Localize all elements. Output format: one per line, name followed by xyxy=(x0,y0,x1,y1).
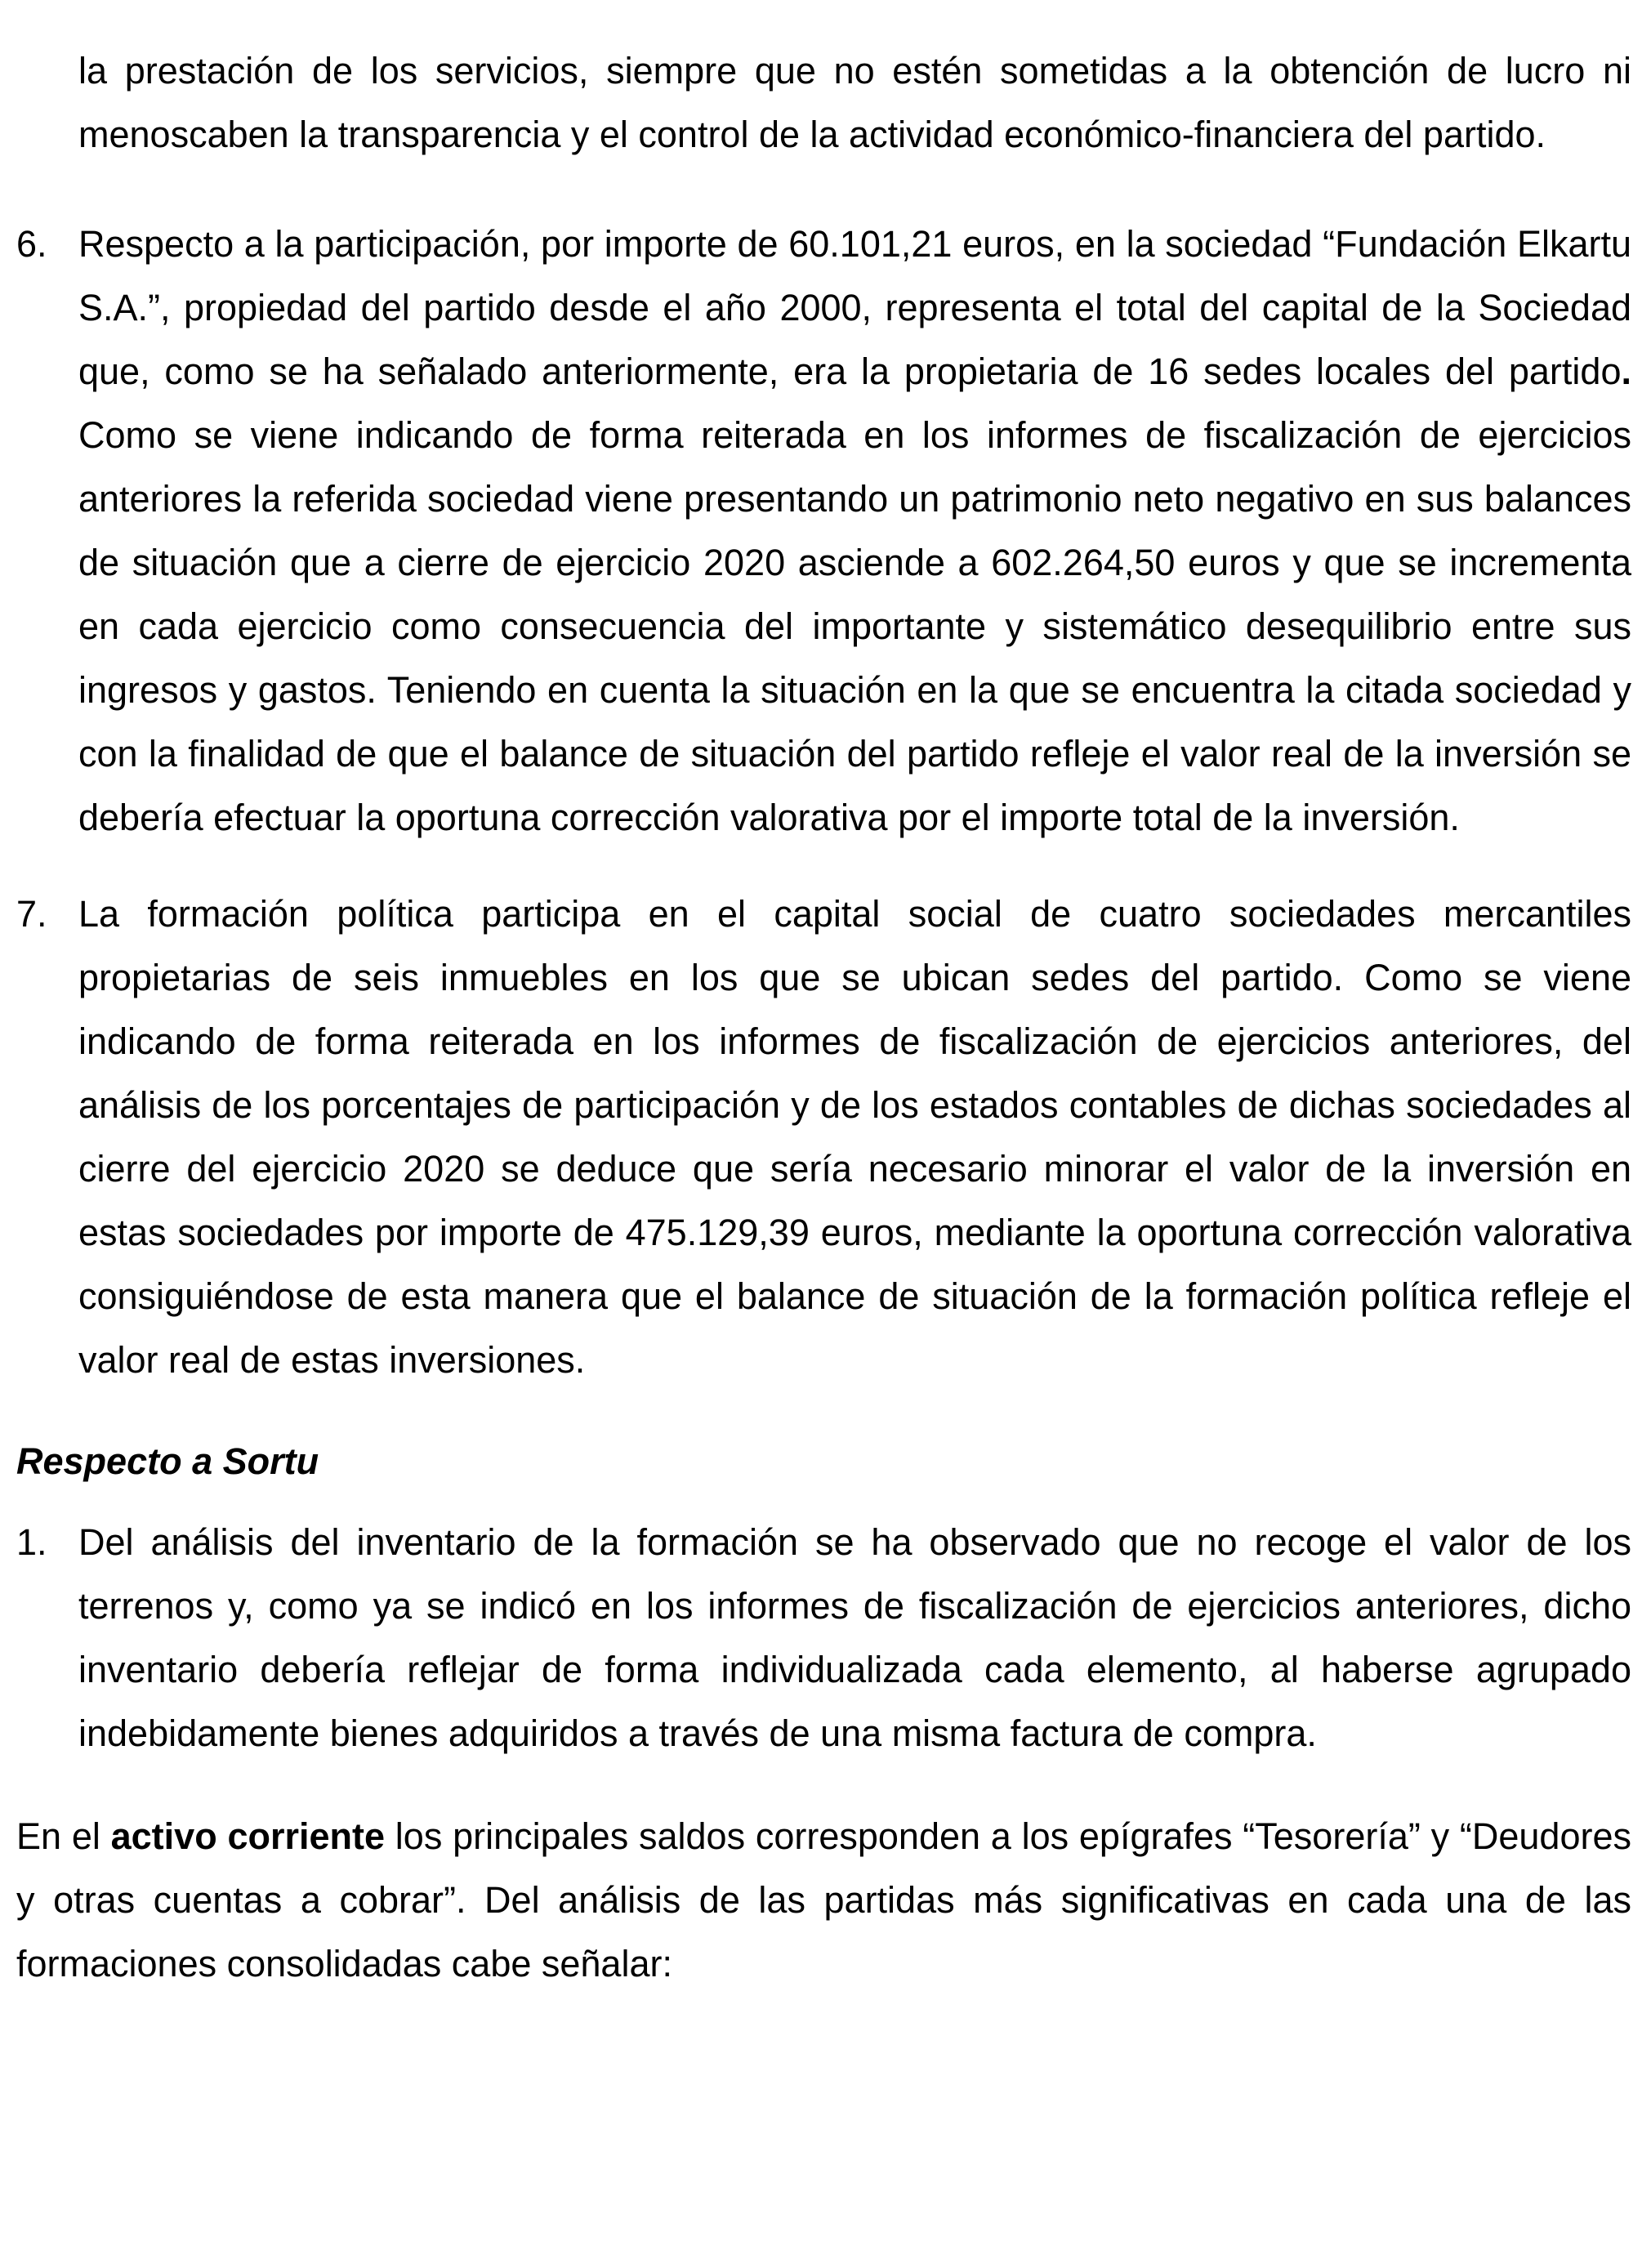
closing-text-end: los principales saldos corresponden a los epígrafes “Tesorería” y “Deudores y otras cuentas a cobrar”. Del análisis de las partidas más significativas en cada una de las formaciones consolidadas cabe señalar: xyxy=(16,1815,1631,1984)
closing-text-start: En el xyxy=(16,1815,111,1857)
closing-paragraph xyxy=(16,1805,1631,1996)
numbered-item-7 xyxy=(16,882,1631,1392)
closing-bold-text: activo corriente xyxy=(110,1815,386,1857)
section-heading-sortu: Respecto a Sortu xyxy=(16,1440,319,1482)
item-7-paragraph: La formación política participa en el capital social de cuatro sociedades mercantiles propietarias de seis inmuebles en los que se ubican sedes del partido. Como se viene indicando de forma reiterada en los informes de fiscalización de ejercicios anteriores, del análisis de los porcentajes de participación y de los estados contables de dichas sociedades al cierre del ejercicio 2020 se deduce que sería necesario minorar el valor de la inversión en estas sociedades por importe de 475.129,39 euros, mediante la oportuna corrección valorativa consiguiéndose de esta manera que el balance de situación de la formación política refleje el valor real de estas inversiones. xyxy=(78,893,1631,1381)
sortu-item-1-number: 1. xyxy=(16,1521,47,1563)
item-6-bold-period: . xyxy=(1621,350,1631,392)
item-6-paragraph xyxy=(78,212,1631,850)
item-6-text-main: Respecto a la participación, por importe de 60.101,21 euros, en la sociedad “Fundación Elkartu S.A.”, propiedad del partido desde el año 2000, representa el total del capital de la Sociedad que, como se ha señalado anteriormente, era la propietaria de 16 sedes locales del partido xyxy=(78,223,1631,392)
intro-paragraph: la prestación de los servicios, siempre que no estén sometidas a la obtención de lucro ni menoscaben la transparencia y el control de la actividad económico-financiera del partido. xyxy=(78,50,1631,155)
sortu-item-1-paragraph: Del análisis del inventario de la formación se ha observado que no recoge el valor de los terrenos y, como ya se indicó en los informes de fiscalización de ejercicios anteriores, dicho inventario debería reflejar de forma individualizada cada elemento, al haberse agrupado indebidamente bienes adquiridos a través de una misma factura de compra. xyxy=(78,1521,1631,1754)
item-7-number: 7. xyxy=(16,893,47,935)
numbered-item-sortu-1 xyxy=(16,1511,1631,1766)
item-6-number: 6. xyxy=(16,223,47,265)
item-6-text-continuation: Como se viene indicando de forma reiterada en los informes de fiscalización de ejercicios anteriores la referida sociedad viene presentando un patrimonio neto negativo en sus balances de situación que a cierre de ejercicio 2020 asciende a 602.264,50 euros y que se incrementa en cada ejercicio como consecuencia del importante y sistemático desequilibrio entre sus ingresos y gastos. Teniendo en cuenta la situación en la que se encuentra la citada sociedad y con la finalidad de que el balance de situación del partido refleje el valor real de la inversión se debería efectuar la oportuna corrección valorativa por el importe total de la inversión. xyxy=(78,414,1631,838)
numbered-item-6 xyxy=(16,212,1631,850)
